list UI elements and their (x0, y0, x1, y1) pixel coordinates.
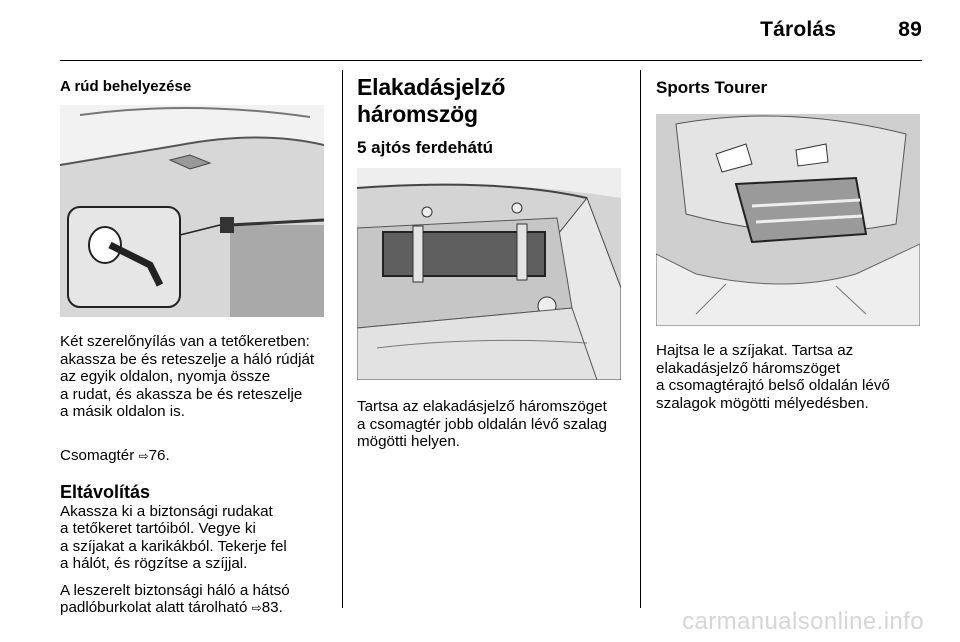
paragraph-rod-install: Két szerelőnyílás van a tetőkeretben: akassza be és reteszelje a háló rúdját az egyik oldalon, nyomja össze a rudat, és akassza be és reteszelje a másik oldalon is. (60, 333, 315, 420)
watermark: carmanualsonline.info (682, 608, 924, 635)
paragraph-hatchback: Tartsa az elakadásjelző háromszöget a csomagtér jobb oldalán lévő szalag mögötti helyen. (357, 398, 607, 450)
column-1 (60, 72, 328, 627)
column-3 (656, 72, 924, 421)
section-heading-sports-tourer: Sports Tourer (656, 78, 768, 97)
section-heading-warning-triangle: Elakadásjelző háromszög (357, 74, 506, 127)
header-rule (60, 60, 922, 61)
subheading-hatchback: 5 ajtós ferdehátú (357, 138, 494, 157)
chapter-title: Tárolás (760, 18, 837, 41)
page-header (760, 18, 922, 42)
paragraph-removal: Akassza ki a biztonsági rudakat a tetőkeret tartóiból. Vegye ki a szíjakat a karikákból. Tekerje fel a hálót, és rögzítse a szíjjal. (60, 502, 287, 572)
column-divider-2 (640, 70, 641, 608)
section-heading-rod-install: A rúd behelyezése (60, 78, 192, 95)
figure-rod-mounting (60, 105, 324, 317)
section-heading-removal: Eltávolítás (60, 481, 151, 502)
reference-arrow-icon: ⇨ (138, 449, 149, 463)
column-divider-1 (342, 70, 343, 608)
figure-sports-tourer-tailgate (656, 114, 920, 326)
page-ref-76[interactable]: 76. (148, 447, 170, 464)
paragraph-sports-tourer: Hajtsa le a szíjakat. Tartsa az elakadásjelző háromszöget a csomagtérajtó belső oldalán lévő szalagok mögötti mélyedésben. (656, 342, 890, 412)
page-ref-83[interactable]: 83. (261, 599, 283, 616)
figure-hatchback-trunk (357, 168, 621, 380)
paragraph-luggage-ref: Csomagtér ⇨76. (60, 447, 170, 464)
column-2 (357, 72, 625, 460)
reference-arrow-icon: ⇨ (251, 601, 262, 615)
paragraph-storage: A leszerelt biztonsági háló a hátsó padlóburkolat alatt tárolható ⇨83. (60, 581, 290, 616)
page-number: 89 (898, 18, 922, 41)
